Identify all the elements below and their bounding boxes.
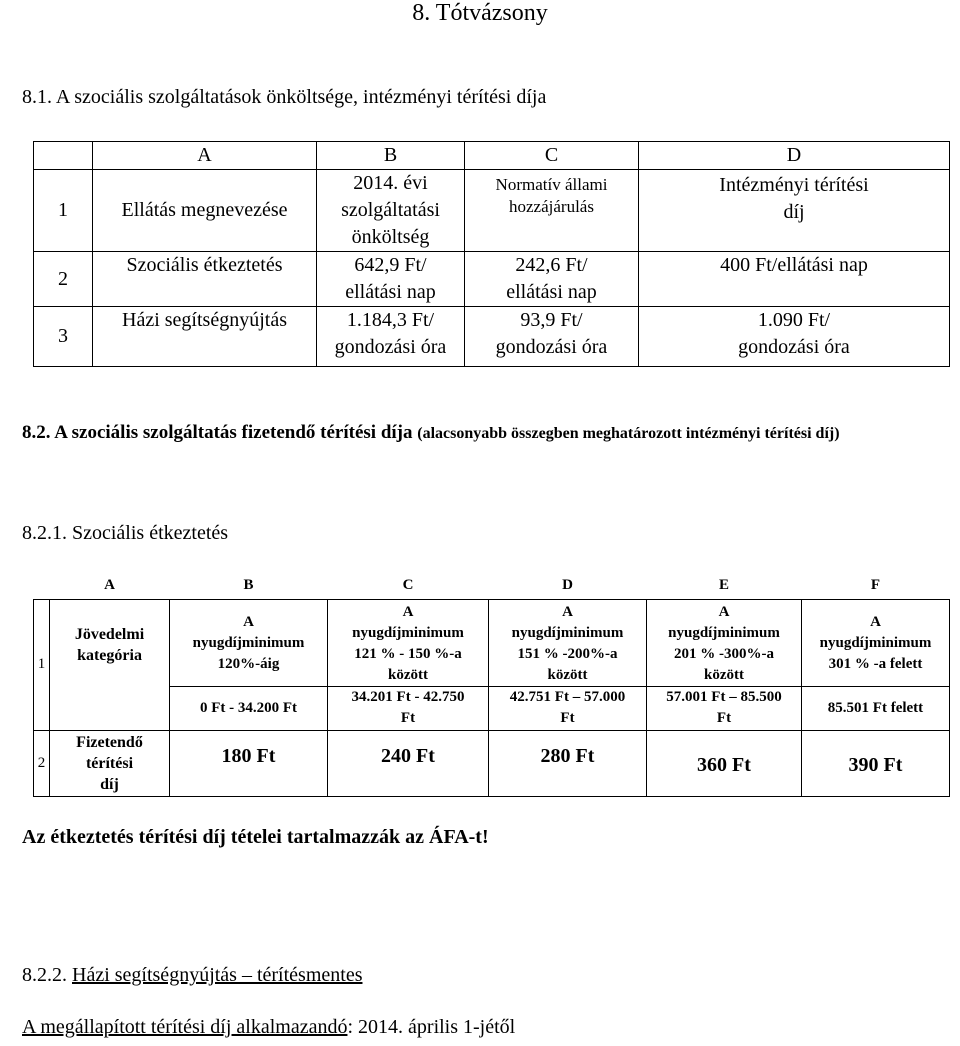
- row-number: 2: [34, 730, 50, 796]
- section-heading-main: 8.2. A szociális szolgáltatás fizetendő térítési díja: [22, 422, 413, 443]
- effective-date-value: : 2014. április 1-jétől: [347, 1016, 516, 1038]
- fee-value: [639, 252, 950, 307]
- vat-note: Az étkeztetés térítési díj tételei tartalmazzák az ÁFA-t!: [22, 826, 489, 848]
- cost-table-row: [34, 252, 950, 307]
- income-range-row: [34, 686, 950, 730]
- section-number: 8.2.2.: [22, 964, 72, 986]
- income-range: [647, 686, 802, 730]
- income-range: [328, 686, 489, 730]
- subsidy-value: [465, 307, 639, 367]
- cell-line: 1.090 Ft/: [757, 309, 831, 331]
- service-name-header: Ellátás megnevezése: [93, 170, 317, 252]
- income-range: [802, 686, 950, 730]
- fee-value: 360 Ft: [647, 730, 802, 796]
- row-number: 1: [34, 599, 50, 730]
- cell-line: nyugdíjminimum: [668, 624, 780, 641]
- cell-line: nyugdíjminimum: [819, 635, 932, 651]
- cell-line: gondozási óra: [738, 336, 850, 358]
- cell-line: között: [547, 666, 588, 683]
- cell-line: A: [870, 614, 881, 630]
- cell-line: Fizetendő: [76, 733, 143, 751]
- section-heading-8-2-2: [22, 964, 362, 987]
- cell-line: nyugdíjminimum: [352, 624, 464, 641]
- cell-line: A: [243, 614, 254, 630]
- effective-date-label: A megállapított térítési díj alkalmazandó: [22, 1016, 348, 1038]
- category-description: [489, 599, 647, 686]
- cell-line: 151 % -200%-a: [517, 645, 618, 662]
- cell-line: 120%-áig: [217, 656, 280, 672]
- cell-line: 57.001 Ft – 85.500: [666, 689, 782, 705]
- category-description: [647, 599, 802, 686]
- cell-line: Ft: [400, 710, 416, 726]
- cost-table-row: [34, 170, 950, 252]
- fee-value: 240 Ft: [328, 730, 489, 796]
- fee-row: [34, 730, 950, 796]
- cell-line: kategória: [77, 646, 142, 664]
- income-range: [170, 686, 328, 730]
- service-name: Házi segítségnyújtás: [93, 307, 317, 367]
- cell-line: hozzájárulás: [509, 197, 594, 216]
- cell-line: ellátási nap: [506, 281, 597, 303]
- cost-table-corner-cell: [34, 142, 93, 170]
- column-letter: B: [317, 142, 465, 170]
- fee-value: 390 Ft: [802, 730, 950, 796]
- row-number: 2: [34, 252, 93, 307]
- category-description: [328, 599, 489, 686]
- cell-line: gondozási óra: [334, 336, 447, 358]
- row-number: 1: [34, 170, 93, 252]
- page-title: 8. Tótvázsony: [412, 0, 548, 26]
- column-letter: C: [402, 577, 414, 594]
- column-letter: A: [93, 142, 317, 170]
- fee-table-letter-row: [34, 573, 950, 599]
- subsidy-value: [465, 252, 639, 307]
- category-description: [802, 599, 950, 686]
- row-number: 3: [34, 307, 93, 367]
- cell-line: Jövedelmi: [74, 625, 145, 643]
- cell-line: között: [388, 666, 428, 683]
- column-letter: D: [562, 577, 573, 594]
- service-name: Szociális étkeztetés: [93, 252, 317, 307]
- cell-line: 201 % -300%-a: [674, 645, 774, 662]
- cell-line: 34.201 Ft - 42.750: [351, 689, 465, 705]
- cell-line: A: [402, 603, 414, 620]
- cell-line: gondozási óra: [495, 336, 608, 358]
- cell-line: 2014. évi: [353, 172, 428, 194]
- fee-value: 280 Ft: [489, 730, 647, 796]
- fee-header: [639, 170, 950, 252]
- section-heading-8-2: [22, 420, 942, 446]
- cell-line: nyugdíjminimum: [192, 635, 305, 651]
- cell-line: 400 Ft/ellátási nap: [720, 254, 868, 276]
- section-title: Házi segítségnyújtás – térítésmentes: [72, 964, 363, 986]
- cell-line: Intézményi térítési: [719, 174, 869, 196]
- column-letter: C: [465, 142, 639, 170]
- cost-header: [317, 170, 465, 252]
- cost-value: [317, 252, 465, 307]
- column-letter: D: [639, 142, 950, 170]
- cell-line: 1.184,3 Ft/: [346, 309, 435, 331]
- cell-line: díj: [783, 201, 805, 223]
- column-letter: B: [243, 577, 254, 594]
- column-letter: F: [870, 577, 881, 594]
- cell-line: 642,9 Ft/: [354, 254, 427, 276]
- income-category-row: [34, 599, 950, 686]
- column-letter: A: [104, 577, 115, 594]
- income-range: [489, 686, 647, 730]
- effective-date-line: [22, 1016, 515, 1039]
- income-category-label: [50, 599, 170, 730]
- column-letter: E: [718, 577, 729, 594]
- cell-line: Ft: [560, 710, 575, 726]
- fee-table: [33, 573, 950, 797]
- cell-line: Ft: [716, 710, 732, 726]
- subsidy-header: [465, 170, 639, 252]
- cell-line: 85.501 Ft felett: [827, 699, 924, 716]
- cell-line: 93,9 Ft/: [520, 309, 583, 331]
- cost-table-letter-row: [34, 142, 950, 170]
- cell-line: 121 % - 150 %-a: [354, 645, 462, 662]
- category-description: [170, 599, 328, 686]
- cell-line: önköltség: [351, 226, 430, 248]
- fee-value: 180 Ft: [170, 730, 328, 796]
- fee-label: [50, 730, 170, 796]
- fee-value: [639, 307, 950, 367]
- cost-table-row: [34, 307, 950, 367]
- section-heading-8-2-1: 8.2.1. Szociális étkeztetés: [22, 522, 229, 544]
- cell-line: nyugdíjminimum: [511, 624, 624, 641]
- section-heading-sub: (alacsonyabb összegben meghatározott intézményi térítési díj): [417, 425, 840, 442]
- cell-line: díj: [100, 775, 119, 793]
- cell-line: szolgáltatási: [341, 199, 440, 221]
- cell-line: 242,6 Ft/: [515, 254, 588, 276]
- cell-line: A: [718, 603, 730, 620]
- cell-line: A: [562, 603, 573, 620]
- cell-line: Normatív állami: [495, 175, 608, 194]
- cell-line: ellátási nap: [345, 281, 436, 303]
- cell-line: térítési: [85, 754, 134, 772]
- cell-line: 301 % -a felett: [828, 656, 923, 672]
- cost-table: [33, 141, 950, 367]
- cell-line: között: [704, 666, 744, 683]
- cost-value: [317, 307, 465, 367]
- cell-line: 0 Ft - 34.200 Ft: [199, 699, 298, 716]
- cell-line: 42.751 Ft – 57.000: [509, 689, 626, 705]
- fee-table-corner-cell: [34, 573, 50, 599]
- section-heading-8-1: 8.1. A szociális szolgáltatások önköltsége, intézményi térítési díja: [22, 86, 547, 108]
